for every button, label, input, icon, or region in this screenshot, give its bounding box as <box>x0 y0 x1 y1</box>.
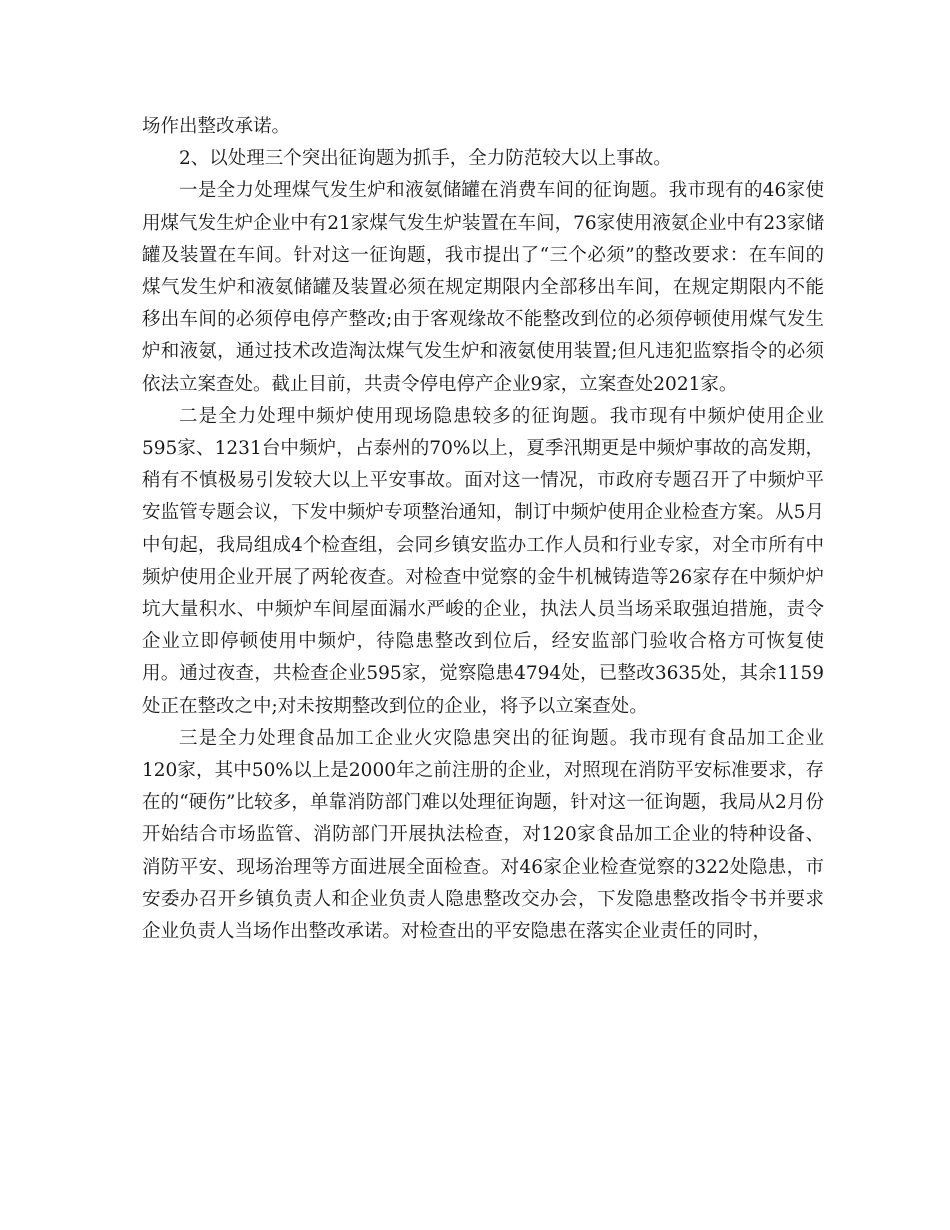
paragraph-5: 三是全力处理食品加工企业火灾隐患突出的征询题。我市现有食品加工企业120家，其中50%以上是2000年之前注册的企业，对照现在消防平安标准要求，存在的“硬伤”比较多，单靠消防部门难以处理征询题，针对这一征询题，我局从2月份开始结合市场监管、消防部门开展执法检查，对120家食品加工企业的特种设备、消防平安、现场治理等方面进展全面检查。对46家企业检查觉察的322处隐患，市安委办召开乡镇负责人和企业负责人隐患整改交办会，下发隐患整改指令书并要求企业负责人当场作出整改承诺。对检查出的平安隐患在落实企业责任的同时， <box>142 727 824 943</box>
paragraph-3: 一是全力处理煤气发生炉和液氨储罐在消费车间的征询题。我市现有的46家使用煤气发生炉企业中有21家煤气发生炉装置在车间，76家使用液氨企业中有23家储罐及装置在车间。针对这一征询题，我市提出了“三个必须”的整改要求：在车间的煤气发生炉和液氨储罐及装置必须在规定期限内全部移出车间，在规定期限内不能移出车间的必须停电停产整改;由于客观缘故不能整改到位的必须停顿使用煤气发生炉和液氨，通过技术改造淘汰煤气发生炉和液氨使用装置;但凡违犯监察指令的必须依法立案查处。截止目前，共责令停电停产企业9家，立案查处2021家。 <box>142 180 824 395</box>
document-body <box>142 111 824 948</box>
paragraph-2: 2、以处理三个突出征询题为抓手，全力防范较大以上事故。 <box>179 148 672 170</box>
paragraph-4: 二是全力处理中频炉使用现场隐患较多的征询题。我市现有中频炉使用企业595家、1231台中频炉，占泰州的70%以上，夏季汛期更是中频炉事故的高发期，稍有不慎极易引发较大以上平安事故。面对这一情况，市政府专题召开了中频炉平安监管专题会议，下发中频炉专项整治通知，制订中频炉使用企业检查方案。从5月中旬起，我局组成4个检查组，会同乡镇安监办工作人员和行业专家，对全市所有中频炉使用企业开展了两轮夜查。对检查中觉察的金牛机械铸造等26家存在中频炉炉坑大量积水、中频炉车间屋面漏水严峻的企业，执法人员当场采取强迫措施，责令企业立即停顿使用中频炉，待隐患整改到位后，经安监部门验收合格方可恢复使用。通过夜查，共检查企业595家，觉察隐患4794处，已整改3635处，其余1159处正在整改之中;对未按期整改到位的企业，将予以立案查处。 <box>142 405 824 717</box>
paragraph-1: 场作出整改承诺。 <box>142 116 291 137</box>
